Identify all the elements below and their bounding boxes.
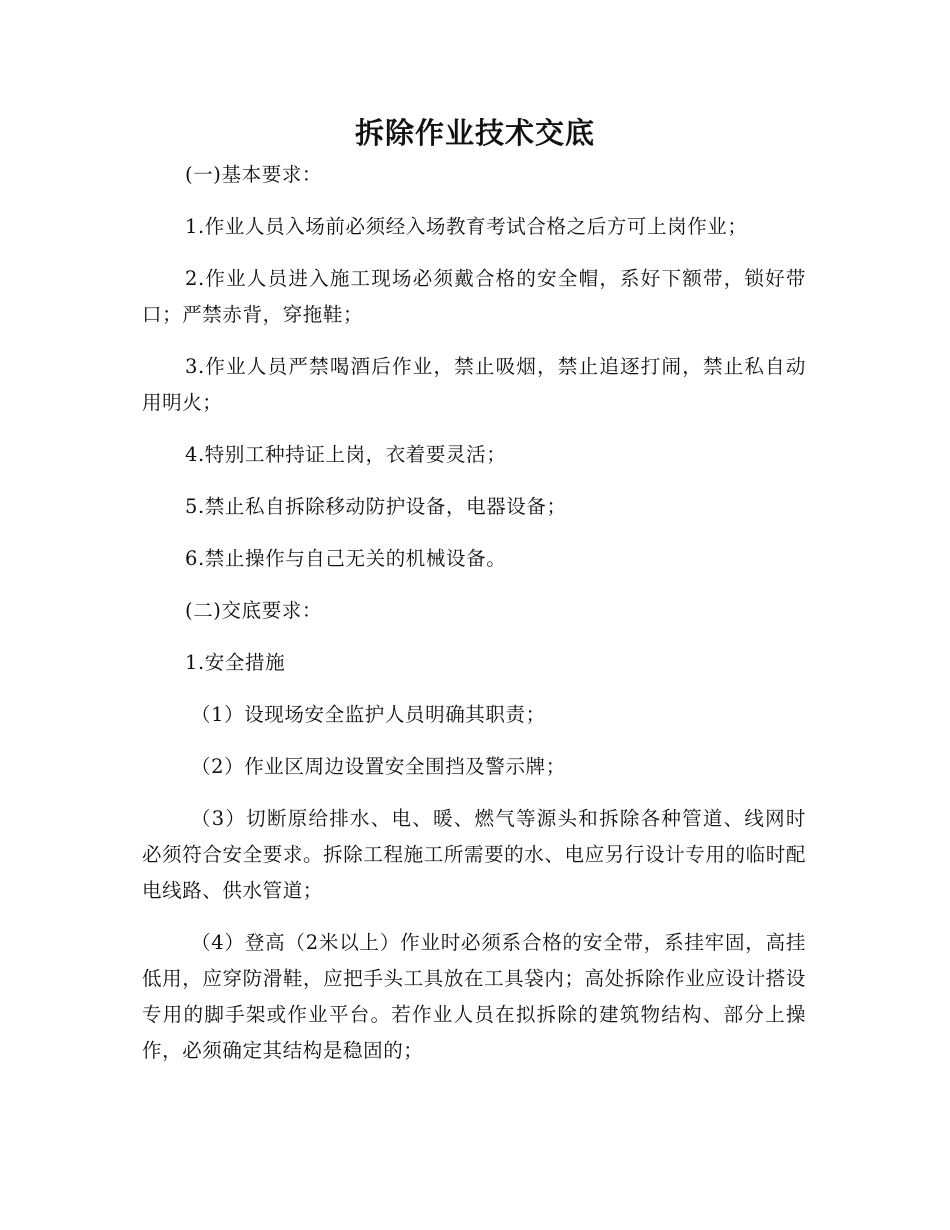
basic-requirement-item: 4.特别工种持证上岗，衣着要灵活； <box>185 443 507 466</box>
section-heading-basic-requirements: (一)基本要求： <box>185 163 323 186</box>
document-title: 拆除作业技术交底 <box>354 116 595 150</box>
safety-measure-item: （2）作业区周边设置安全围挡及警示牌； <box>191 755 566 778</box>
safety-measure-item: （3）切断原给排水、电、暖、燃气等源头和拆除各种管道、线网时必须符合安全要求。拆除工程施工所需要的水、电应另行设计专用的临时配电线路、供水管道； <box>142 807 806 902</box>
basic-requirement-item: 5.禁止私自拆除移动防护设备，电器设备； <box>185 495 567 518</box>
safety-measure-item: （4）登高（2米以上）作业时必须系合格的安全带，系挂牢固，高挂低用，应穿防滑鞋，应把手头工具放在工具袋内；高处拆除作业应设计搭设专用的脚手架或作业平台。若作业人员在拟拆除的建筑物结构、部分上操作，必须确定其结构是稳固的； <box>142 931 806 1062</box>
safety-measure-item: （1）设现场安全监护人员明确其职责； <box>191 703 546 726</box>
document-body <box>142 157 806 1085</box>
section-heading-handover-requirements: (二)交底要求： <box>185 599 323 622</box>
subsection-heading-safety-measures: 1.安全措施 <box>185 651 286 674</box>
basic-requirement-item: 3.作业人员严禁喝酒后作业，禁止吸烟，禁止追逐打闹，禁止私自动用明火； <box>142 355 806 414</box>
basic-requirement-item: 2.作业人员进入施工现场必须戴合格的安全帽，系好下额带，锁好带口；严禁赤背，穿拖鞋； <box>142 267 806 326</box>
basic-requirement-item: 1.作业人员入场前必须经入场教育考试合格之后方可上岗作业； <box>185 215 748 238</box>
basic-requirement-item: 6.禁止操作与自己无关的机械设备。 <box>185 547 507 570</box>
